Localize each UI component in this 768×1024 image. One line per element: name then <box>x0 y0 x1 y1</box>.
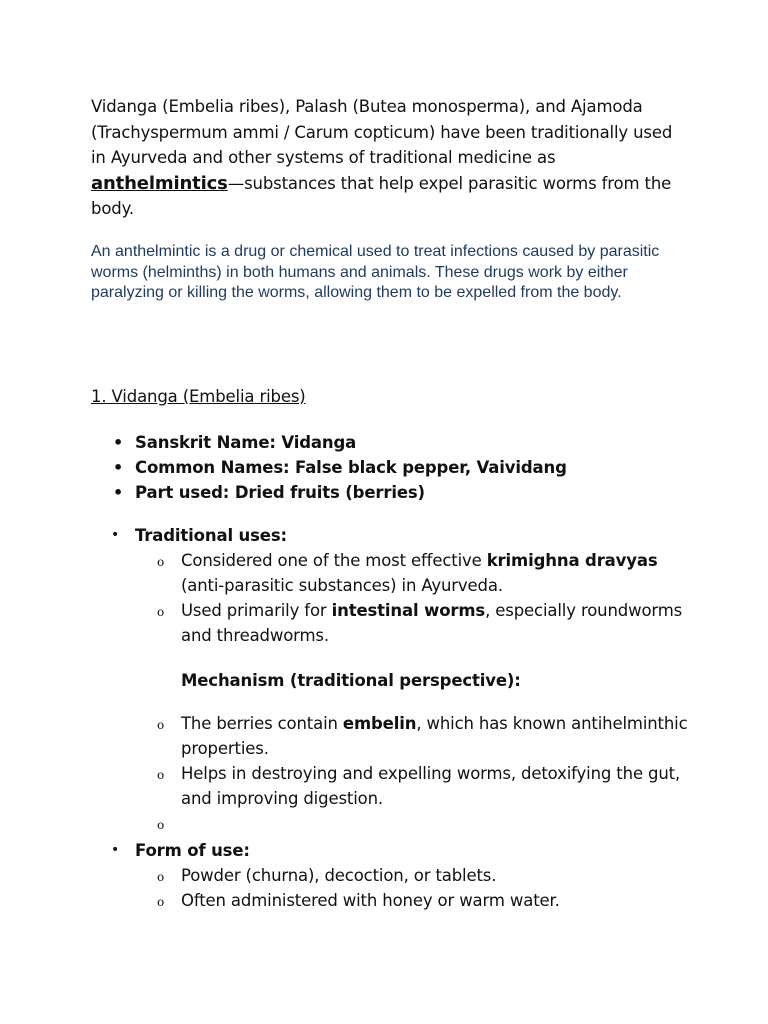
sub-bullet-icon: o <box>157 718 165 732</box>
item-text: Helps in destroying and expelling worms, detoxifying the gut, and improving digestion. <box>181 764 681 808</box>
list-item <box>91 761 691 811</box>
list-item <box>91 455 691 480</box>
bullet-icon: • <box>113 433 124 452</box>
list-item <box>91 598 691 648</box>
list-item <box>91 548 691 598</box>
list-item <box>91 480 691 505</box>
sub-bullet-icon: o <box>157 555 165 569</box>
item-text: Used primarily for <box>181 601 332 620</box>
traditional-uses-label: Traditional uses: <box>135 526 287 545</box>
sub-bullet-icon: o <box>157 895 165 909</box>
item-text: (anti-parasitic substances) in Ayurveda. <box>181 576 503 595</box>
intro-term: anthelmintics <box>91 172 228 194</box>
sub-bullet-icon: o <box>157 870 165 884</box>
sub-bullet-icon: o <box>157 818 165 832</box>
fact-text: Part used: Dried fruits (berries) <box>135 483 425 502</box>
intro-text-before: Vidanga (Embelia ribes), Palash (Butea monosperma), and Ajamoda (Trachyspermum ammi / Carum copticum) have been traditionally used in Ayurveda and other systems of traditional medicine as <box>91 97 673 167</box>
facts-list <box>91 430 691 505</box>
intro-text-after: —substances that help expel parasitic worms from the body. <box>91 173 672 218</box>
sub-bullet-icon: o <box>157 768 165 782</box>
form-of-use-label: Form of use: <box>135 841 250 860</box>
item-text: , which has known antihelminthic properties. <box>181 714 688 758</box>
list-item <box>91 430 691 455</box>
item-text: Powder (churna), decoction, or tablets. <box>181 866 497 885</box>
form-of-use-heading <box>91 838 691 863</box>
section-heading-vidanga: 1. Vidanga (Embelia ribes) <box>91 387 306 406</box>
empty-list-item <box>91 811 691 836</box>
list-item <box>91 888 691 913</box>
fact-text: Sanskrit Name: Vidanga <box>135 433 357 452</box>
mechanism-heading-block <box>91 668 691 693</box>
list-item <box>91 863 691 888</box>
item-bold: intestinal worms <box>331 601 486 620</box>
intro-paragraph <box>91 94 691 222</box>
sub-bullet-icon: o <box>157 605 165 619</box>
item-text: Considered one of the most effective <box>181 551 487 570</box>
form-of-use-block <box>91 838 691 913</box>
bullet-icon: • <box>113 483 124 502</box>
mechanism-heading: Mechanism (traditional perspective): <box>181 671 521 690</box>
small-bullet-icon: • <box>111 842 120 858</box>
small-bullet-icon: • <box>111 527 120 543</box>
list-item <box>91 711 691 761</box>
mechanism-items-block <box>91 711 691 836</box>
bullet-icon: • <box>113 458 124 477</box>
traditional-uses-heading <box>91 523 691 548</box>
fact-text: Common Names: False black pepper, Vaividang <box>135 458 567 477</box>
item-text: Often administered with honey or warm water. <box>181 891 560 910</box>
item-text: , especially roundworms and threadworms. <box>181 601 683 645</box>
traditional-uses-block <box>91 523 691 648</box>
item-bold: krimighna dravyas <box>486 551 658 570</box>
item-bold: embelin <box>342 714 417 733</box>
item-text: The berries contain <box>181 714 343 733</box>
definition-paragraph: An anthelmintic is a drug or chemical used to treat infections caused by parasitic worms (helminths) in both humans and animals. These drugs work by either paralyzing or killing the worms, allowing them to be expelled from the body. <box>91 243 660 301</box>
